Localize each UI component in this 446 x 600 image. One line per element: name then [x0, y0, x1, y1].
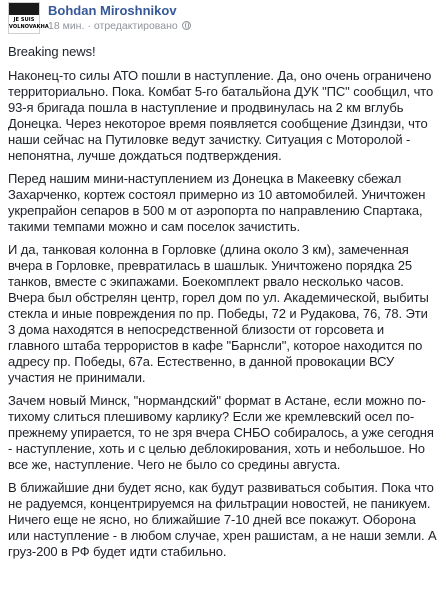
- author-name[interactable]: Bohdan Miroshnikov: [48, 3, 177, 18]
- avatar[interactable]: [8, 2, 49, 34]
- post-paragraph: Наконец-то силы АТО пошли в наступление. Да, оно очень ограничено территориально. Пока. Комбат 5-го батальйона ДУК "ПС" сообщил, что 93-я бригада пошла в наступление и продвинулась на 2 км вглубь Донецка. Через некоторое время появляется сообщение Дзиндзи, что наши сейчас на Путиловке ведут зачистку. Ситуация с Моторолой - непонятна, лучше дождаться подтверждения.: [8, 68, 434, 163]
- globe-icon[interactable]: [182, 21, 191, 30]
- meta-separator: ·: [87, 20, 91, 32]
- post-time[interactable]: 18 мин.: [48, 20, 85, 32]
- post-paragraph: В ближайшие дни будет ясно, как будут развиваться события. Пока что не радуемся, концентрируемся на фильтрации новостей, не паникуем. Ничего еще не ясно, но ближайшие 7-10 дней все покажут. Оборона или наступление - в любом случае, хрен рашистам, а не наши земли. А груз-200 в РФ будет идти стабильно.: [8, 480, 437, 559]
- avatar-text-line1: JE SUIS: [13, 17, 35, 23]
- edited-label[interactable]: отредактировано: [93, 20, 178, 32]
- post-body: [8, 44, 438, 567]
- post-paragraph: Зачем новый Минск, "нормандский" формат в Астане, если можно по-тихому слиться плешивому карлику? Если же кремлевский осел по-прежнему упирается, то не зря вчера СНБО собиралось, а уже сегодня - наступление, хоть и с целью деблокирования, хоть и небольшое. Но все же, наступление. Чего не было со средины августа.: [8, 393, 434, 472]
- avatar-dark-banner: [9, 3, 39, 15]
- post-paragraph: Breaking news!: [8, 44, 96, 59]
- avatar-text-line2: VOLNOVAKHA: [9, 24, 49, 30]
- post-paragraph: Перед нашим мини-наступлением из Донецка в Макеевку сбежал Захарченко, кортеж состоял примерно из 10 автомобилей. Уничтожен укрепрайон сепаров в 500 м от аэропорта по направлению Спартака, такими темпами можно и сам поселок зачистить.: [8, 171, 426, 234]
- post-header: [8, 0, 438, 36]
- post-meta: [48, 20, 191, 33]
- post-paragraph: И да, танковая колонна в Горловке (длина около 3 км), замеченная вчера в Горловке, превратилась в шашлык. Уничтожено порядка 25 танков, вместе с экипажами. Боекомплект рвало несколько часов. Вчера был обстрелян центр, горел дом по ул. Академической, выбиты стекла и иные повреждения по пр. Победы, 72 и Рудакова, 76, 78. Эти 3 дома находятся в непосредственной близости от горсовета и главного штаба террористов в кафе "Барнсли", которое находится по адресу пр. Победы, 67а. Естественно, в данной провокации ВСУ участия не принимали.: [8, 242, 429, 385]
